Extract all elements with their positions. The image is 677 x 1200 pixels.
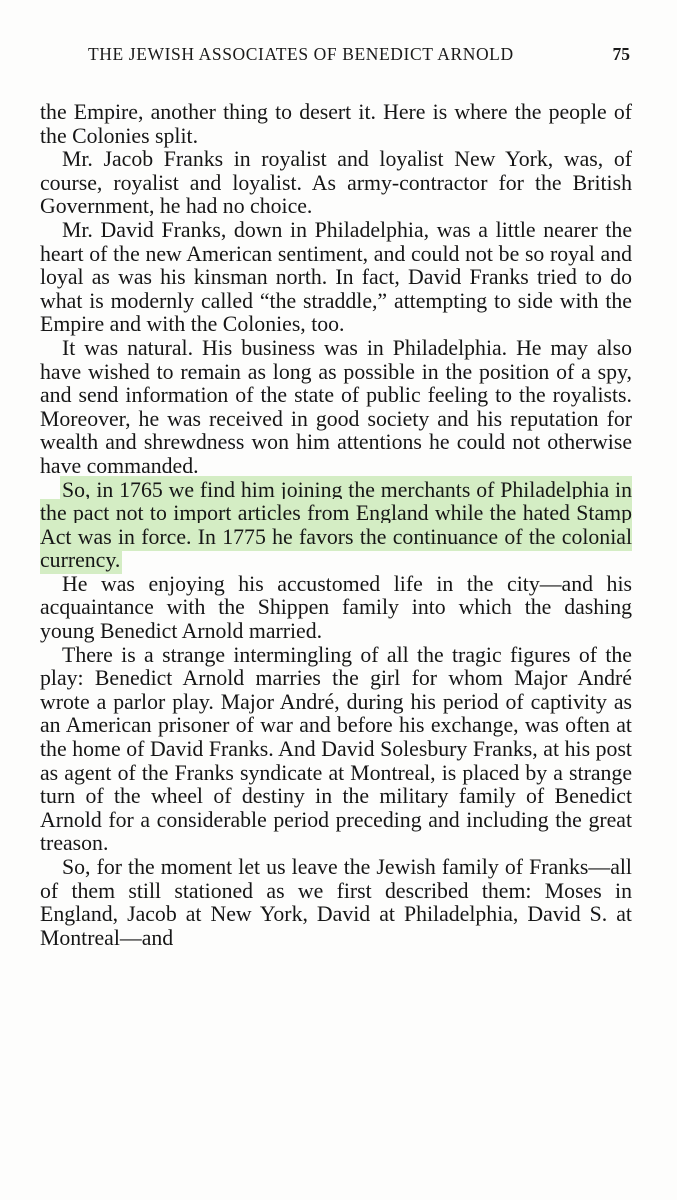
running-head (40, 44, 630, 68)
body-text (40, 101, 632, 950)
running-title: THE JEWISH ASSOCIATES OF BENEDICT ARNOLD (88, 44, 514, 64)
paragraph-7: There is a strange intermingling of all the tragic figures of the play: Benedict Arnold marries the girl for whom Major André wrote a parlor play. Major André, during his period of captivity as an American prisoner of war and before his exchange, was often at the home of David Franks. And David Solesbury Franks, at his post as agent of the Franks syndicate at Montreal, is placed by a strange turn of the wheel of destiny in the military family of Benedict Arnold for a considerable period preceding and including the great treason. (40, 642, 632, 856)
page-number: 75 (612, 44, 630, 64)
paragraph-6: He was enjoying his accustomed life in the city—and his acquaintance with the Shippen family into which the dashing young Benedict Arnold married. (40, 571, 632, 644)
paragraph-3: Mr. David Franks, down in Philadelphia, was a little nearer the heart of the new American sentiment, and could not be so royal and loyal as was his kinsman north. In fact, David Franks tried to do what is modernly called “the straddle,” attempting to side with the Empire and with the Colonies, too. (40, 217, 632, 337)
paragraph-1: the Empire, another thing to desert it. Here is where the people of the Colonies split. (40, 100, 632, 148)
highlighted-passage: So, in 1765 we find him joining the merchants of Philadelphia in the pact not to import articles from England while the hated Stamp Act was in force. In 1775 he favors the continuance of the colonial currency. (40, 477, 632, 573)
paragraph-5-highlighted (40, 479, 632, 573)
paragraph-2: Mr. Jacob Franks in royalist and loyalist New York, was, of course, royalist and loyalist. As army-contractor for the British Government, he had no choice. (40, 147, 632, 219)
paragraph-4: It was natural. His business was in Philadelphia. He may also have wished to remain as long as possible in the position of a spy, and send information of the state of public feeling to the royalists. Moreover, he was received in good society and his reputation for wealth and shrewdness won him attentions he could not otherwise have commanded. (40, 335, 632, 478)
paragraph-8: So, for the moment let us leave the Jewish family of Franks—all of them still stationed as we first described them: Moses in England, Jacob at New York, David at Philadelphia, David S. at Montreal—and (40, 855, 632, 950)
